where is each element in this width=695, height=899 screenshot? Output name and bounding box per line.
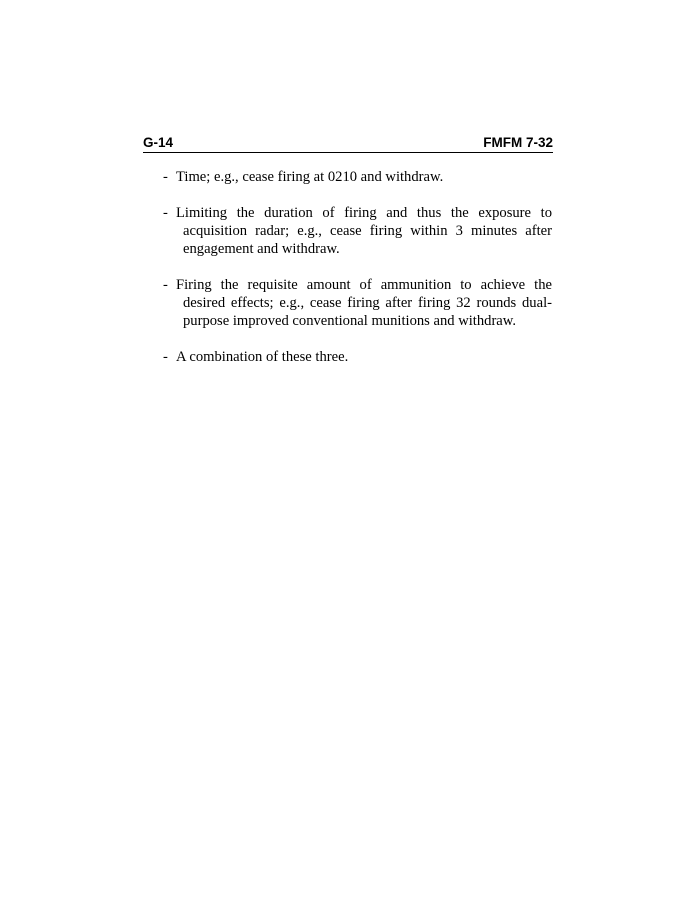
bullet-dash: -: [163, 277, 168, 293]
list-item: [163, 168, 552, 186]
list-item: [163, 204, 552, 258]
list-item-text: Limiting the duration of firing and thus the exposure to acquisition radar; e.g., cease firing within 3 minutes after engagement and withdraw.: [176, 205, 552, 257]
list-item: [163, 348, 552, 366]
bullet-list: [163, 168, 552, 366]
bullet-dash: -: [163, 349, 168, 365]
list-item-text: Time; e.g., cease firing at 0210 and withdraw.: [176, 169, 444, 185]
manual-designation: FMFM 7-32: [483, 135, 553, 150]
list-item-text: Firing the requisite amount of ammunition to achieve the desired effects; e.g., cease firing after firing 32 rounds dual-purpose improved conventional munitions and withdraw.: [176, 277, 552, 329]
running-header: [143, 136, 553, 153]
page-number: G-14: [143, 135, 174, 150]
list-item-text: A combination of these three.: [176, 349, 349, 365]
bullet-dash: -: [163, 205, 168, 221]
bullet-dash: -: [163, 169, 168, 185]
list-item: [163, 276, 552, 330]
